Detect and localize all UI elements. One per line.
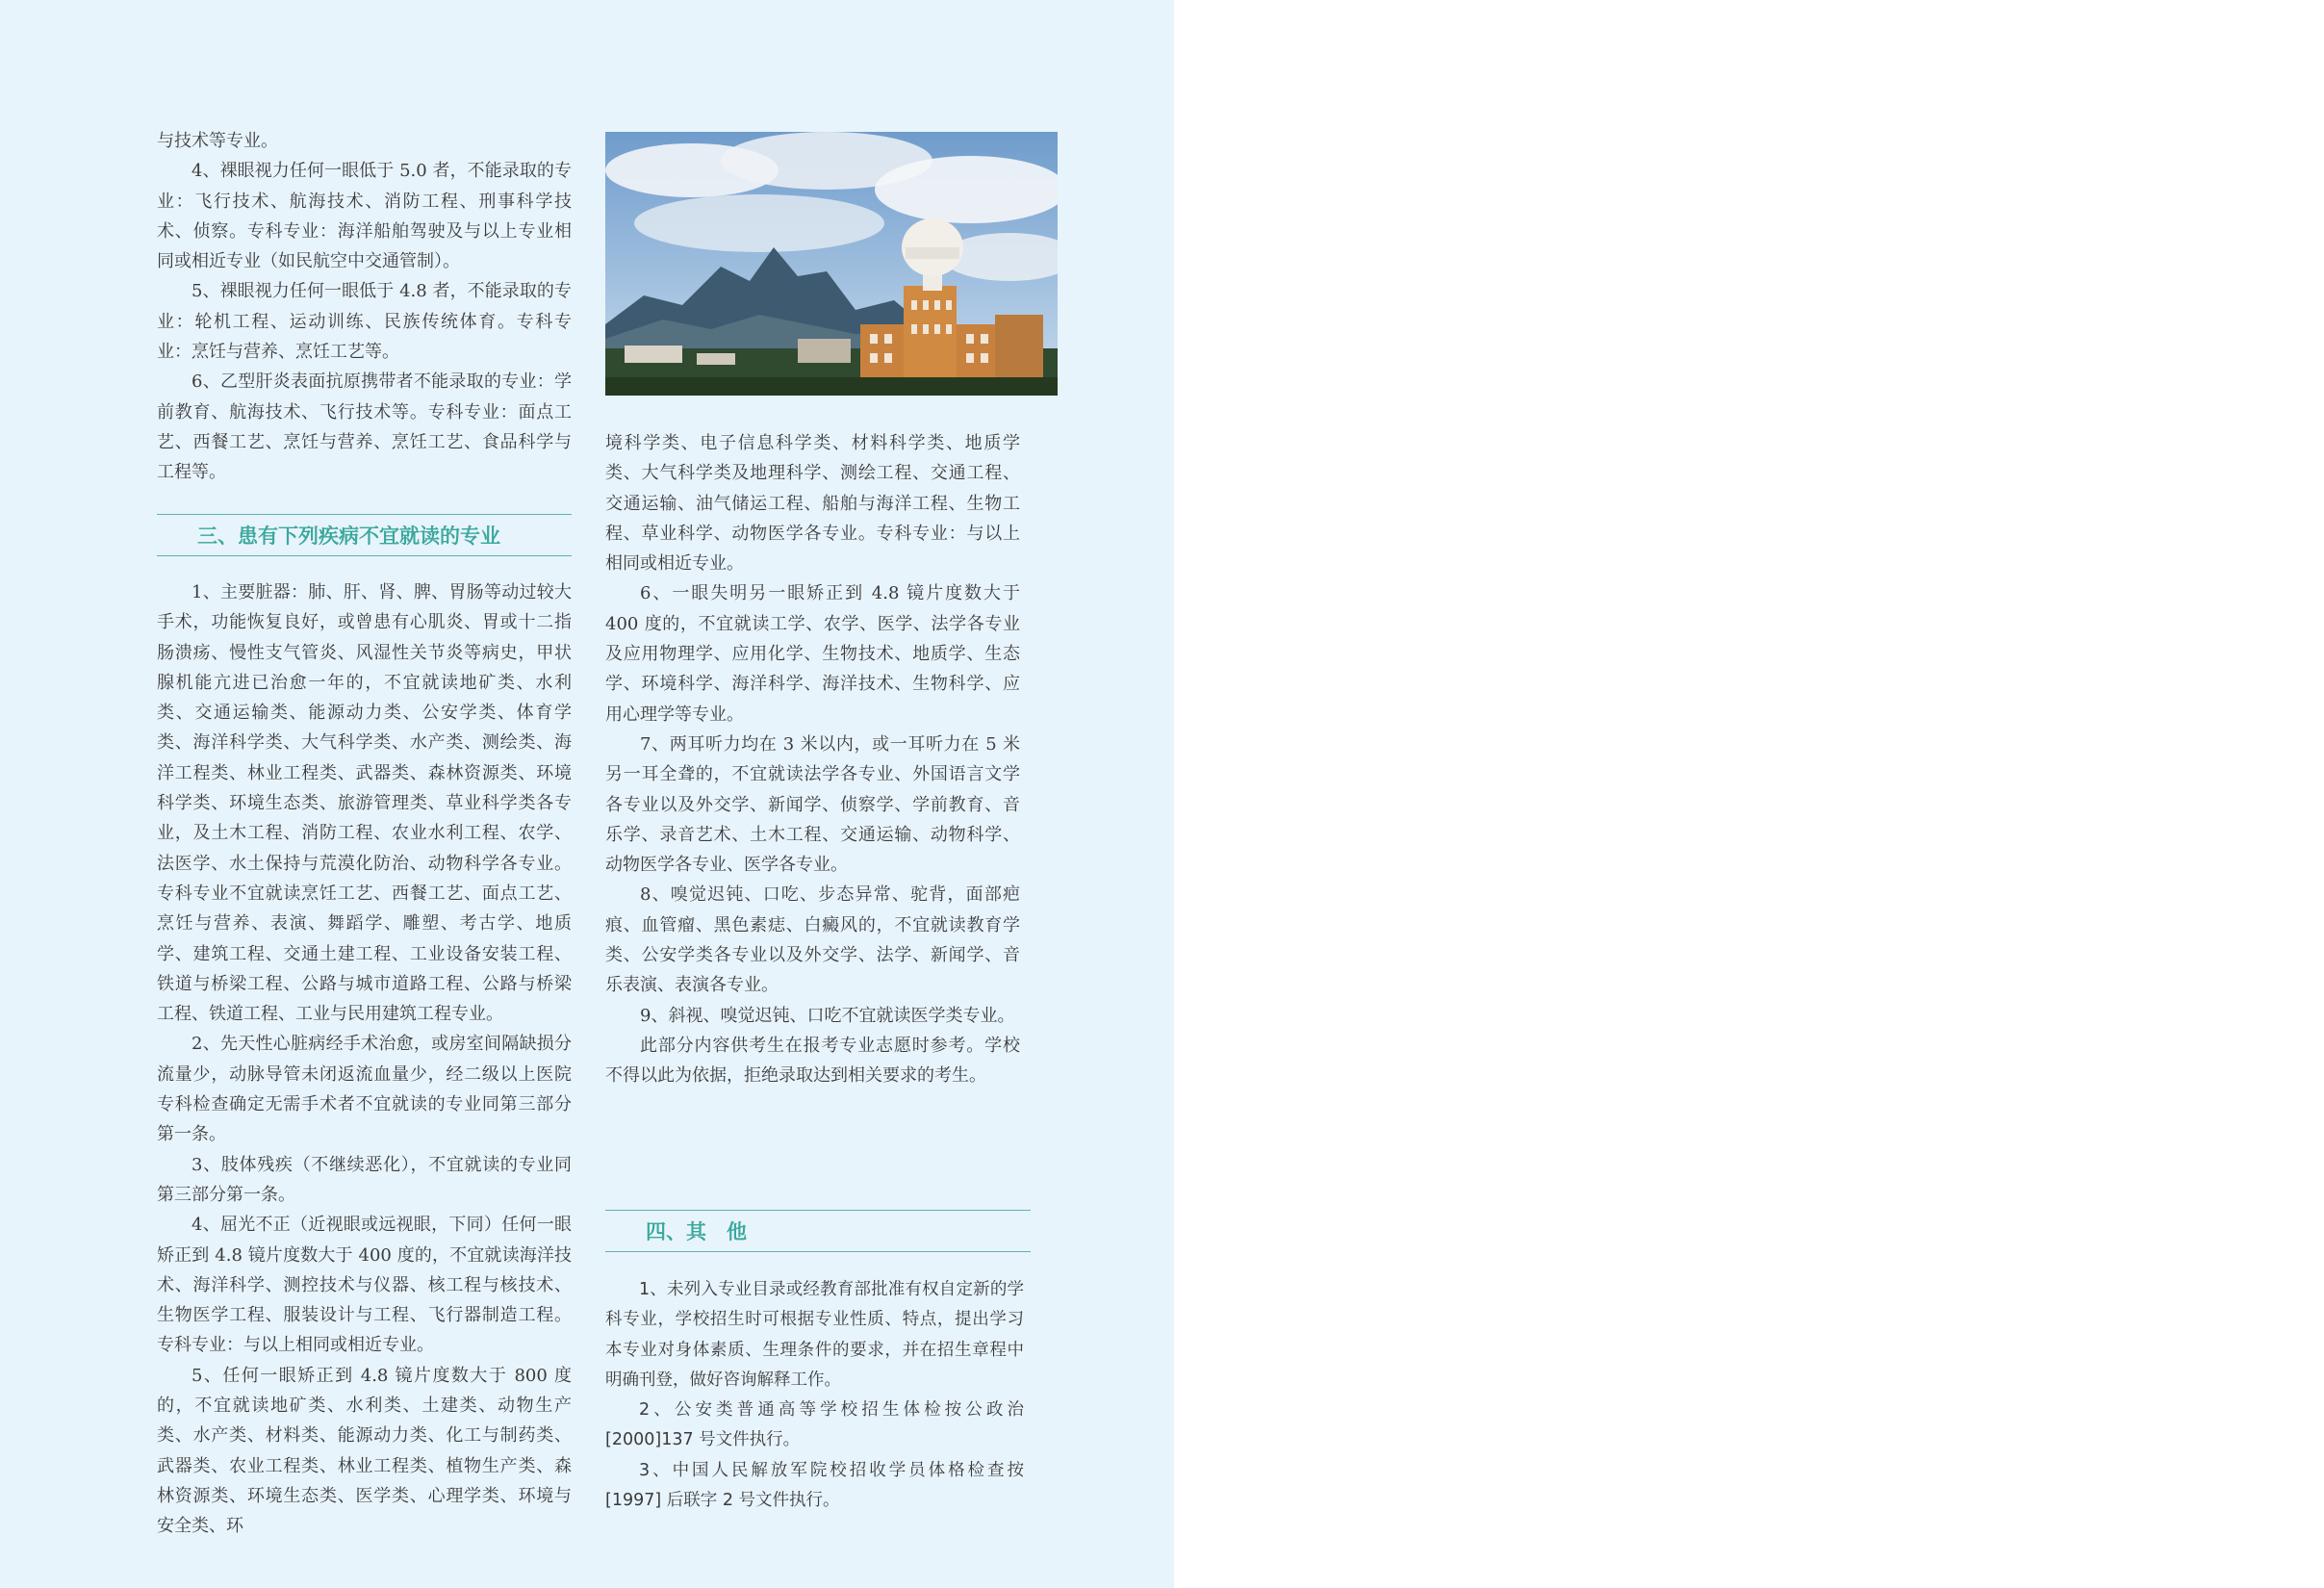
section-three-paragraphs — [157, 577, 572, 1542]
paragraph: 8、嗅觉迟钝、口吃、步态异常、驼背，面部疤痕、血管瘤、黑色素痣、白癜风的，不宜就读教育学类、公安学类各专业以及外交学、法学、新闻学、音乐表演、表演各专业。 — [605, 884, 1020, 996]
section-four-title: 四、其 他 — [646, 1220, 747, 1243]
paragraph: 境科学类、电子信息科学类、材料科学类、地质学类、大气科学类及地理科学、测绘工程、交通工程、交通运输、油气储运工程、船舶与海洋工程、生物工程、草业科学、动物医学各专业。专科专业：与以上相同或相近专业。 — [605, 433, 1020, 575]
paragraph: 此部分内容供考生在报考专业志愿时参考。学校不得以此为依据，拒绝录取达到相关要求的考生。 — [605, 1035, 1020, 1087]
section-three-column-left — [157, 577, 572, 1542]
section-four-column — [605, 1275, 1024, 1516]
paragraph: 5、任何一眼矫正到 4.8 镜片度数大于 800 度的，不宜就读地矿类、水利类、土建类、动物生产类、水产类、材料类、能源动力类、化工与制药类、武器类、农业工程类、林业工程类、植物生产类、森林资源类、环境生态类、医学类、心理学类、环境与安全类、环 — [157, 1365, 572, 1537]
campus-photo — [605, 132, 1058, 396]
paragraph: 4、屈光不正（近视眼或远视眼，下同）任何一眼矫正到 4.8 镜片度数大于 400 度的，不宜就读海洋技术、海洋科学、测控技术与仪器、核工程与核技术、生物医学工程、服装设计与工程、飞行器制造工程。专科专业：与以上相同或相近专业。 — [157, 1215, 572, 1356]
paragraph: 6、一眼失明另一眼矫正到 4.8 镜片度数大于 400 度的，不宜就读工学、农学、医学、法学各专业及应用物理学、应用化学、生物技术、地质学、生态学、环境科学、海洋科学、海洋技术、生物科学、应用心理学等专业。 — [605, 583, 1020, 725]
campus-photo-art — [605, 132, 1058, 396]
paragraph: 5、裸眼视力任何一眼低于 4.8 者，不能录取的专业：轮机工程、运动训练、民族传统体育。专科专业：烹饪与营养、烹饪工艺等。 — [157, 281, 572, 363]
section-four-paragraphs — [605, 1275, 1024, 1516]
paragraph: 3、肢体残疾（不继续恶化），不宜就读的专业同第三部分第一条。 — [157, 1154, 572, 1205]
paragraph: 9、斜视、嗅觉迟钝、口吃不宜就读医学类专业。 — [640, 1005, 1015, 1026]
section-three-continued-paragraphs — [605, 428, 1020, 1091]
paragraph: 3、中国人民解放军院校招收学员体格检查按[1997] 后联字 2 号文件执行。 — [605, 1460, 1024, 1511]
paragraph: 2、公安类普通高等学校招生体检按公政治[2000]137 号文件执行。 — [605, 1400, 1024, 1450]
section-four-header — [605, 1210, 1031, 1252]
section-three-header — [157, 514, 572, 556]
paragraph: 4、裸眼视力任何一眼低于 5.0 者，不能录取的专业：飞行技术、航海技术、消防工程、刑事科学技术、侦察。专科专业：海洋船舶驾驶及与以上专业相同或相近专业（如民航空中交通管制）。 — [157, 161, 572, 272]
paragraph: 与技术等专业。 — [157, 131, 278, 151]
left-column — [157, 126, 572, 488]
left-paragraphs — [157, 126, 572, 488]
paragraph: 7、两耳听力均在 3 米以内，或一耳听力在 5 米另一耳全聋的，不宜就读法学各专业、外国语言文学各专业以及外交学、新闻学、侦察学、学前教育、音乐学、录音艺术、土木工程、交通运输、动物科学、动物医学各专业、医学各专业。 — [605, 733, 1020, 876]
paragraph: 6、乙型肝炎表面抗原携带者不能录取的专业：学前教育、航海技术、飞行技术等。专科专业：面点工艺、西餐工艺、烹饪与营养、烹饪工艺、食品科学与工程等。 — [157, 371, 572, 483]
paragraph: 2、先天性心脏病经手术治愈，或房室间隔缺损分流量少，动脉导管未闭返流血量少，经二级以上医院专科检查确定无需手术者不宜就读的专业同第三部分第一条。 — [157, 1034, 572, 1145]
section-three-title: 三、患有下列疾病不宜就读的专业 — [197, 525, 500, 548]
section-three-column-right — [605, 428, 1020, 1091]
paragraph: 1、未列入专业目录或经教育部批准有权自定新的学科专业，学校招生时可根据专业性质、特点，提出学习本专业对身体素质、生理条件的要求，并在招生章程中明确刊登，做好咨询解释工作。 — [605, 1280, 1024, 1390]
paragraph: 1、主要脏器：肺、肝、肾、脾、胃肠等动过较大手术，功能恢复良好，或曾患有心肌炎、胃或十二指肠溃疡、慢性支气管炎、风湿性关节炎等病史，甲状腺机能亢进已治愈一年的，不宜就读地矿类、水利类、交通运输类、能源动力类、公安学类、体育学类、海洋科学类、大气科学类、水产类、测绘类、海洋工程类、林业工程类、武器类、森林资源类、环境科学类、环境生态类、旅游管理类、草业科学类各专业，及土木工程、消防工程、农业水利工程、农学、法医学、水土保持与荒漠化防治、动物科学各专业。专科专业不宜就读烹饪工艺、西餐工艺、面点工艺、烹饪与营养、表演、舞蹈学、雕塑、考古学、地质学、建筑工程、交通土建工程、工业设备安装工程、铁道与桥梁工程、公路与城市道路工程、公路与桥梁工程、铁道工程、工业与民用建筑工程专业。 — [157, 582, 572, 1025]
